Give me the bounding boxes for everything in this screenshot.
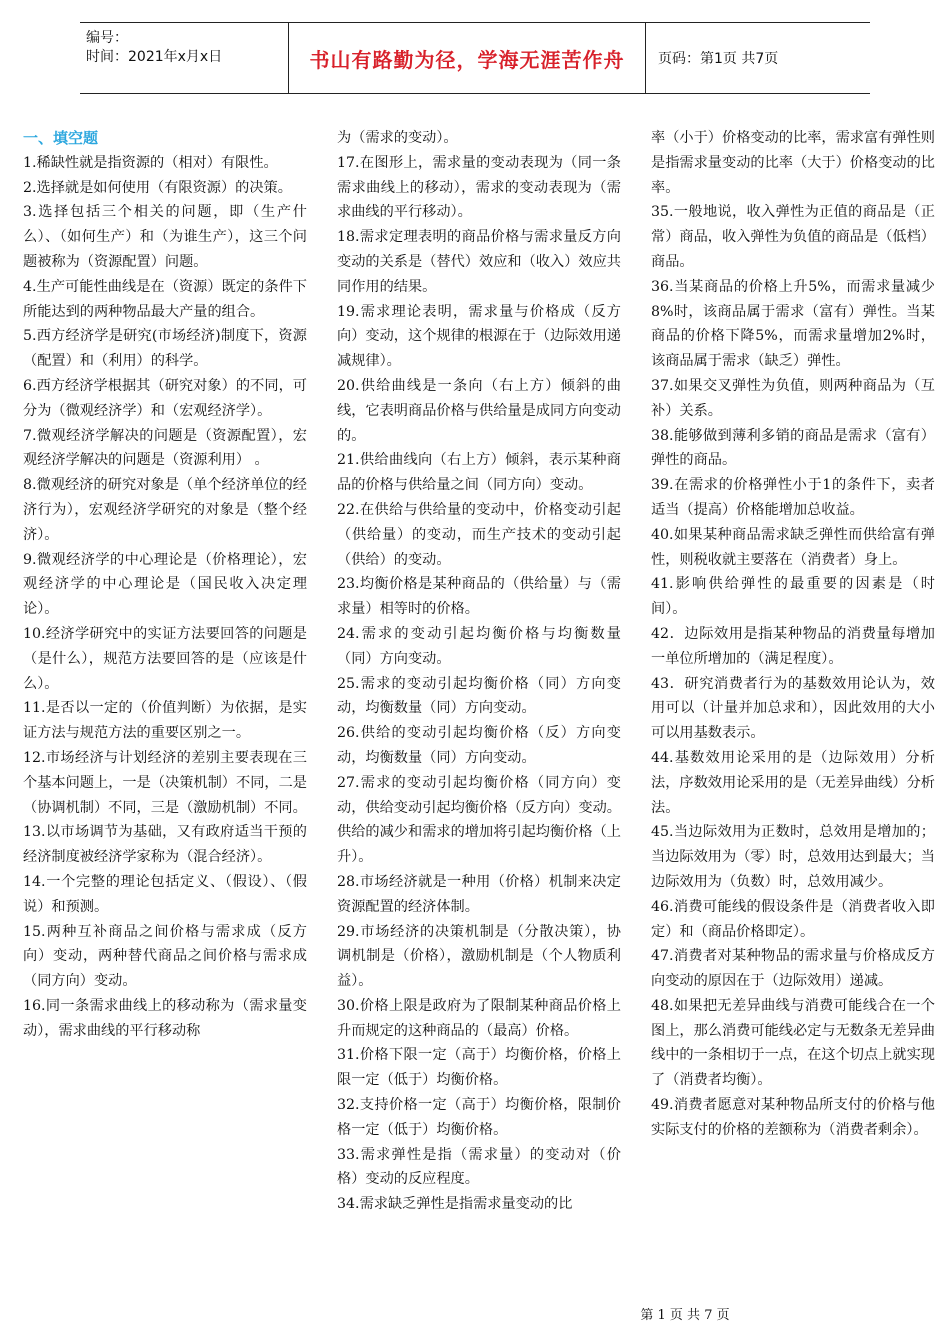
question-item: 25.需求的变动引起均衡价格（同）方向变动，均衡数量（同）方向变动。 <box>337 675 621 717</box>
question-item: 16.同一条需求曲线上的移动称为（需求量变动），需求曲线的平行移动称 <box>23 997 307 1039</box>
question-item: 22.在供给与供给量的变动中，价格变动引起（供给量）的变动，而生产技术的变动引起（供给）的变动。 <box>337 501 621 568</box>
question-item: 27.需求的变动引起均衡价格（同方向）变动，供给变动引起均衡价格（反方向）变动。供给的减少和需求的增加将引起均衡价格（上升）。 <box>337 774 621 866</box>
question-item: 44.基数效用论采用的是（边际效用）分析法，序数效用论采用的是（无差异曲线）分析法。 <box>651 749 935 816</box>
section-title: 一、填空题 <box>23 129 99 147</box>
question-item: 43．研究消费者行为的基数效用论认为，效用可以（计量并加总求和），因此效用的大小可以用基数表示。 <box>651 675 935 742</box>
question-item: 率（小于）价格变动的比率，需求富有弹性则是指需求量变动的比率（大于）价格变动的比率。 <box>651 130 935 196</box>
question-item: 39.在需求的价格弹性小于1的条件下，卖者适当（提高）价格能增加总收益。 <box>651 477 935 518</box>
question-item: 49.消费者愿意对某种物品所支付的价格与他实际支付的价格的差额称为（消费者剩余）。 <box>651 1097 935 1138</box>
question-item: 48.如果把无差异曲线与消费可能线合在一个图上，那么消费可能线必定与无数条无差异曲线中的一条相切于一点，在这个切点上就实现了（消费者均衡）。 <box>651 997 935 1089</box>
header-page: 页码：第1页 共7页 <box>658 51 779 67</box>
question-item: 4.生产可能性曲线是在（资源）既定的条件下所能达到的两种物品最大产量的组合。 <box>23 278 307 320</box>
question-item: 2.选择就是如何使用（有限资源）的决策。 <box>23 179 292 196</box>
question-item: 23.均衡价格是某种商品的（供给量）与（需求量）相等时的价格。 <box>337 576 621 618</box>
page-header <box>80 22 870 94</box>
question-item: 11.是否以一定的（价值判断）为依据，是实证方法与规范方法的重要区别之一。 <box>23 700 307 742</box>
question-item: 38.能够做到薄利多销的商品是需求（富有）弹性的商品。 <box>651 427 935 469</box>
question-item: 10.经济学研究中的实证方法要回答的问题是（是什么），规范方法要回答的是（应该是什么）。 <box>23 625 307 692</box>
question-item: 12.市场经济与计划经济的差别主要表现在三个基本问题上，一是（决策机制）不同，二是（协调机制）不同，三是（激励机制）不同。 <box>23 749 307 816</box>
question-item: 28.市场经济就是一种用（价格）机制来决定资源配置的经济体制。 <box>337 873 621 915</box>
question-item: 36.当某商品的价格上升5%，而需求量减少8%时，该商品属于需求（富有）弹性。当某商品的价格下降5%，而需求量增加2%时，该商品属于需求（缺乏）弹性。 <box>651 278 935 370</box>
question-item: 5.西方经济学是研究(市场经济)制度下，资源（配置）和（利用）的科学。 <box>23 328 307 370</box>
question-item: 41.影响供给弹性的最重要的因素是（时间）。 <box>651 576 935 618</box>
question-item: 3.选择包括三个相关的问题，即（生产什么）、（如何生产）和（为谁生产），这三个问题被称为（资源配置）问题。 <box>23 204 307 270</box>
question-item: 13.以市场调节为基础，又有政府适当干预的经济制度被经济学家称为（混合经济）。 <box>23 824 307 866</box>
question-item: 40.如果某种商品需求缺乏弹性而供给富有弹性，则税收就主要落在（消费者）身上。 <box>651 526 935 568</box>
question-item: 18.需求定理表明的商品价格与需求量反方向变动的关系是（替代）效应和（收入）效应共同作用的结果。 <box>337 229 621 295</box>
question-item: 20.供给曲线是一条向（右上方）倾斜的曲线，它表明商品价格与供给量是成同方向变动的。 <box>337 377 621 444</box>
document-body <box>23 126 935 1296</box>
header-number: 编号： <box>86 30 128 46</box>
header-motto: 书山有路勤为径，学海无涯苦作舟 <box>288 23 646 93</box>
question-item: 47.消费者对某种物品的需求量与价格成反方向变动的原因在于（边际效用）递减。 <box>651 948 935 990</box>
question-item: 1.稀缺性就是指资源的（相对）有限性。 <box>23 154 278 171</box>
question-item: 29.市场经济的决策机制是（分散决策），协调机制是（价格），激励机制是（个人物质利益）。 <box>337 923 621 990</box>
question-item: 32.支持价格一定（高于）均衡价格，限制价格一定（低于）均衡价格。 <box>337 1097 621 1138</box>
question-item: 35.一般地说，收入弹性为正值的商品是（正常）商品，收入弹性为负值的商品是（低档）商品。 <box>651 204 935 270</box>
column-1 <box>23 126 307 1296</box>
header-time: 时间：2021年x月x日 <box>86 49 223 65</box>
question-item: 42．边际效用是指某种物品的消费量每增加一单位所增加的（满足程度）。 <box>651 625 935 667</box>
question-item: 9.微观经济学的中心理论是（价格理论），宏观经济学的中心理论是（国民收入决定理论）。 <box>23 551 307 618</box>
column-2 <box>337 126 621 1296</box>
question-item: 21.供给曲线向（右上方）倾斜，表示某种商品的价格与供给量之间（同方向）变动。 <box>337 452 621 494</box>
question-item: 7.微观经济学解决的问题是（资源配置），宏观经济学解决的问题是（资源利用） 。 <box>23 427 307 469</box>
question-item: 24.需求的变动引起均衡价格与均衡数量（同）方向变动。 <box>337 625 621 667</box>
question-item: 19.需求理论表明，需求量与价格成（反方向）变动，这个规律的根源在于（边际效用递减规律）。 <box>337 303 621 370</box>
question-item: 26.供给的变动引起均衡价格（反）方向变动，均衡数量（同）方向变动。 <box>337 725 621 766</box>
header-info <box>80 23 288 93</box>
page-footer: 第 1 页 共 7 页 <box>640 1308 730 1323</box>
question-item: 15.两种互补商品之间价格与需求成（反方向）变动，两种替代商品之间价格与需求成（同方向）变动。 <box>23 923 307 990</box>
question-item: 为（需求的变动）。 <box>337 130 458 146</box>
question-item: 8.微观经济的研究对象是（单个经济单位的经济行为），宏观经济学研究的对象是（整个经济）。 <box>23 477 307 543</box>
question-item: 34.需求缺乏弹性是指需求量变动的比 <box>337 1196 573 1213</box>
question-item: 31.价格下限一定（高于）均衡价格，价格上限一定（低于）均衡价格。 <box>337 1047 621 1089</box>
question-item: 46.消费可能线的假设条件是（消费者收入即定）和（商品价格即定）。 <box>651 898 935 940</box>
question-item: 30.价格上限是政府为了限制某种商品价格上升而规定的这种商品的（最高）价格。 <box>337 997 621 1039</box>
question-item: 6.西方经济学根据其（研究对象）的不同，可分为（微观经济学）和（宏观经济学）。 <box>23 377 307 419</box>
question-item: 37.如果交叉弹性为负值，则两种商品为（互补）关系。 <box>651 377 935 419</box>
question-item: 17.在图形上，需求量的变动表现为（同一条需求曲线上的移动），需求的变动表现为（需求曲线的平行移动）。 <box>337 154 621 221</box>
question-item: 45.当边际效用为正数时，总效用是增加的；当边际效用为（零）时，总效用达到最大；当边际效用为（负数）时，总效用减少。 <box>651 824 935 890</box>
question-item: 14.一个完整的理论包括定义、（假设）、（假说）和预测。 <box>23 873 307 915</box>
question-item: 33.需求弹性是指（需求量）的变动对（价格）变动的反应程度。 <box>337 1146 621 1188</box>
column-3 <box>651 126 935 1296</box>
